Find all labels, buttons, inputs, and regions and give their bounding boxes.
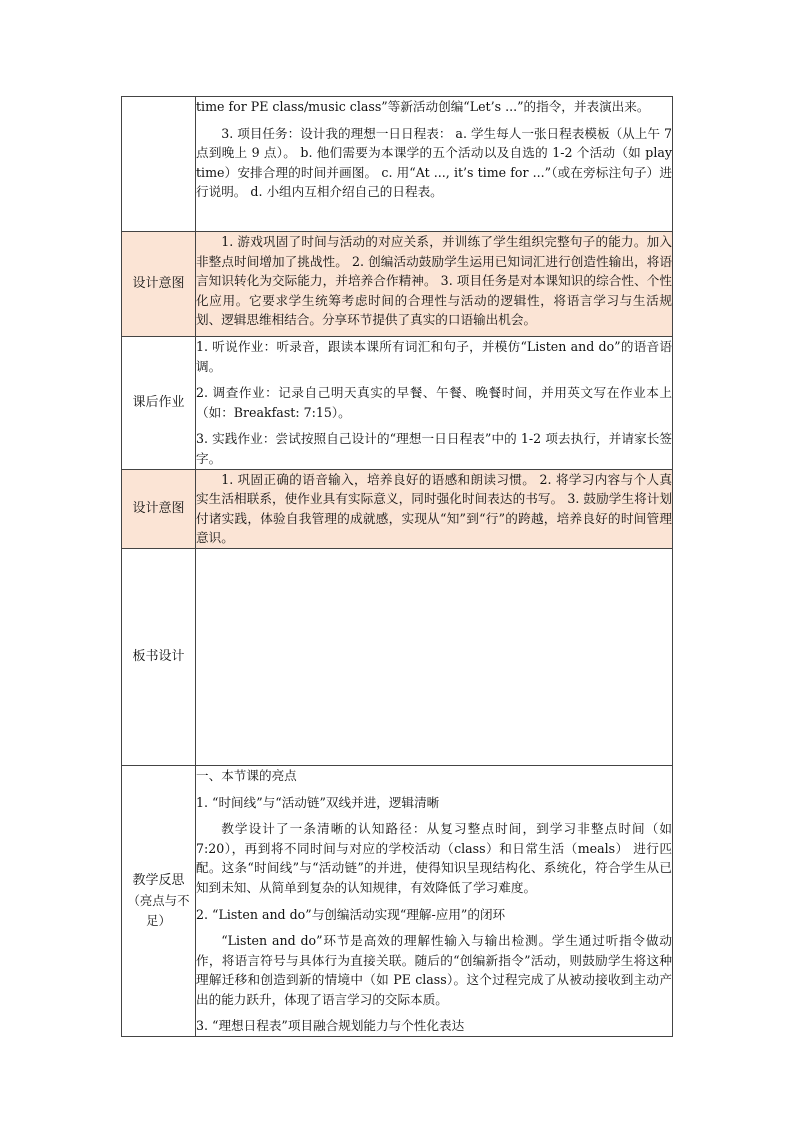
design-intent-cell [196, 469, 673, 548]
table-row [122, 765, 673, 1036]
activity-text: time for PE class/music class”等新活动创编“Let’s ...”的指令，并表演出来。 [196, 99, 650, 114]
empty-label-cell [122, 97, 196, 232]
lesson-plan-table [121, 96, 673, 1037]
board-design-label: 板书设计 [122, 548, 196, 765]
reflection-heading: 1. “时间线”与“活动链”双线并进，逻辑清晰 [196, 794, 440, 810]
homework-item: 3. 实践作业：尝试按照自己设计的“理想一日日程表”中的 1-2 项去执行，并请家长签字。 [196, 431, 672, 466]
activity-continuation-cell [196, 97, 673, 232]
reflection-paragraph: 教学设计了一条清晰的认知路径：从复习整点时间，到学习非整点时间（如 7:20），再到将不同时间与对应的学校活动（class）和日常生活（meals） 进行匹配。这条“时间线”与“活动链”的并进，使得知识呈现结构化、系统化，符合学生从已知到未知、从简单到复杂的认知规律，有效降低了学习难度。 [196, 821, 672, 895]
reflection-label: 教学反思 [132, 873, 185, 888]
homework-cell [196, 337, 673, 470]
table-row [122, 232, 673, 337]
reflection-heading: 2. “Listen and do”与创编活动实现“理解-应用”的闭环 [196, 906, 506, 922]
board-design-cell [196, 548, 673, 765]
table-row [122, 337, 673, 470]
design-intent-cell [196, 232, 673, 337]
table-row [122, 548, 673, 765]
design-intent-label: 设计意图 [122, 232, 196, 337]
section-heading: 一、本节课的亮点 [196, 767, 297, 783]
homework-item: 1. 听说作业：听录音，跟读本课所有词汇和句子，并模仿“Listen and do”的语音语调。 [196, 339, 672, 374]
design-intent-text: 1. 巩固正确的语音输入，培养良好的语感和朗读习惯。 2. 将学习内容与个人真实生活相联系，使作业具有实际意义，同时强化时间表达的书写。 3. 鼓励学生将计划付诸实践，体验自我管理的成就感，实现从“知”到“行”的跨越，培养良好的时间管理意识。 [196, 471, 672, 546]
reflection-heading: 3. “理想日程表”项目融合规划能力与个性化表达 [196, 1018, 465, 1034]
table-row [122, 469, 673, 548]
project-task-text: 3. 项目任务：设计我的理想一日日程表： a. 学生每人一张日程表模板（从上午 7 点到晚上 9 点）。 b. 他们需要为本课学的五个活动以及自选的 1-2 个活动（如 play time）安排合理的时间并画图。 c. 用“At ..., it’s time for ...”（或在旁标注句子）进行说明。 d. 小组内互相介绍自己的日程表。 [196, 125, 672, 200]
table-row [122, 97, 673, 232]
reflection-paragraph: “Listen and do”环节是高效的理解性输入与输出检测。学生通过听指令做动作，将语言符号与具体行为直接关联。随后的“创编新指令”活动，则鼓励学生将这种理解迁移和创造到新的情境中（如 PE class）。这个过程完成了从被动接收到主动产出的能力跃升，体现了语言学习的交际本质。 [196, 933, 672, 1007]
reflection-cell [196, 765, 673, 1036]
design-intent-label: 设计意图 [122, 469, 196, 548]
reflection-sublabel: （亮点与不足） [127, 893, 190, 928]
reflection-label-cell [122, 765, 196, 1036]
homework-item: 2. 调查作业：记录自己明天真实的早餐、午餐、晚餐时间，并用英文写在作业本上（如：Breakfast: 7:15）。 [196, 385, 672, 420]
homework-label: 课后作业 [122, 337, 196, 470]
design-intent-text: 1. 游戏巩固了时间与活动的对应关系，并训练了学生组织完整句子的能力。加入非整点时间增加了挑战性。 2. 创编活动鼓励学生运用已知词汇进行创造性输出，将语言知识转化为交际能力，并培养合作精神。 3. 项目任务是对本课知识的综合性、个性化应用。它要求学生统筹考虑时间的合理性与活动的逻辑性，将语言学习与生活规划、逻辑思维相结合。分享环节提供了真实的口语输出机会。 [196, 234, 672, 328]
